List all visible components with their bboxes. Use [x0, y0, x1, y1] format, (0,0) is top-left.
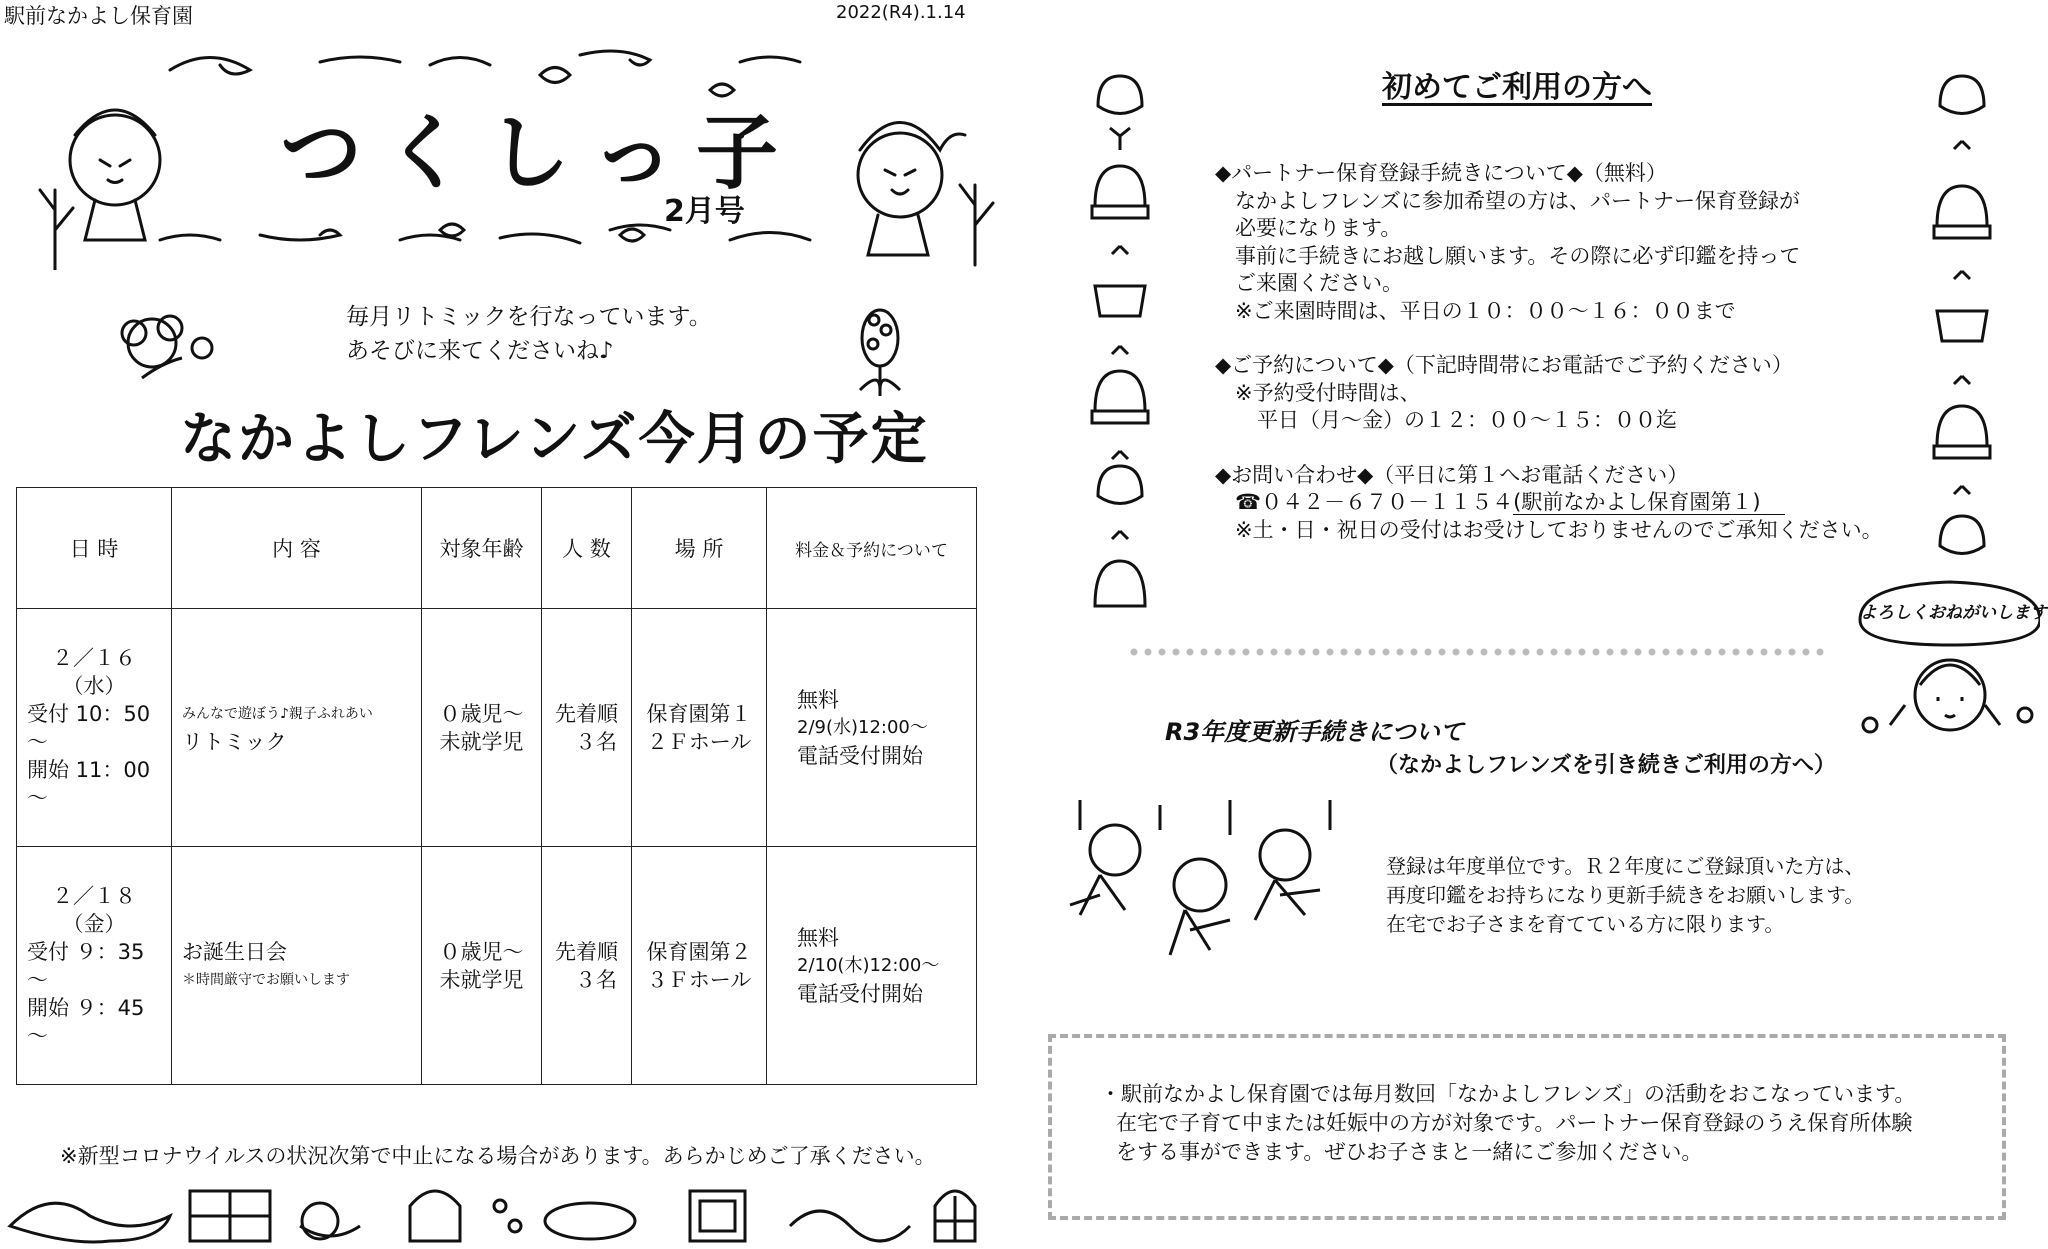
- issue-label: 2月号: [664, 194, 745, 229]
- promo-line-1: 毎月リトミックを行なっています。: [346, 304, 712, 330]
- covid-footnote: ※新型コロナウイルスの状況次第で中止になる場合があります。あらかじめご了承ください。: [60, 1144, 936, 1168]
- cell-age: ０歳児～ 未就学児: [422, 847, 542, 1085]
- header-fee: 料金＆予約について: [767, 488, 977, 609]
- cell-fee: 無料 2/10(木)12:00～ 電話受付開始: [767, 847, 977, 1085]
- header-content: 内 容: [172, 488, 422, 609]
- contact-phone: ☎０４２－６７０－１１５４(駅前なかよし保育園第１): [1215, 489, 1883, 517]
- schedule-title: なかよしフレンズ今月の予定: [180, 407, 929, 472]
- cell-place: 保育園第１ ２Ｆホール: [632, 609, 767, 847]
- cell-count: 先着順 ３名: [542, 609, 632, 847]
- partner-heading: ◆パートナー保育登録手続きについて◆（無料）: [1215, 161, 1667, 185]
- renewal-body: 登録は年度単位です。Ｒ２年度にご登録頂いた方は、 再度印鑑をお持ちになり更新手続きをお願いします。 在宅でお子さまを育てている方に限ります。: [1386, 854, 1865, 936]
- bottom-decoration: [0, 1186, 985, 1246]
- newsletter-title: つくしっ子: [280, 106, 801, 201]
- header-count: 人 数: [542, 488, 632, 609]
- winter-items-border-left: [1080, 66, 1160, 610]
- header-place: 場 所: [632, 488, 767, 609]
- first-time-info: ◆パートナー保育登録手続きについて◆（無料） なかよしフレンズに参加希望の方は、パートナー保育登録が 必要になります。 事前に手続きにお越し願います。その際に必ず印鑑を持って ご来園ください。 ※ご来園時間は、平日の１０：００～１６：００まで ◆ご予約について◆（下記時間帯にお電話でご予約ください） ※予約受付時間は、 平日（月～金）の１２：００～１５：００迄 ◆お問い合わせ◆（平日に第１へお電話ください） ☎０４２－６７０－１１５４(駅前なかよし保育園第１) ※土・日・祝日の受付はお受けしておりませんのでご承知ください。: [1215, 161, 1883, 542]
- cell-content: お誕生日会 ＊時間厳守でお願いします: [172, 847, 422, 1085]
- header-age: 対象年齢: [422, 488, 542, 609]
- hyacinth-flower-icon: [840, 300, 920, 400]
- winter-items-border-right: [1922, 66, 2002, 566]
- dotted-divider: [1130, 648, 1825, 656]
- header-datetime: 日 時: [17, 488, 172, 609]
- rhythmic-promo: [346, 300, 712, 368]
- reservation-heading: ◆ご予約について◆（下記時間帯にお電話でご予約ください）: [1215, 353, 1793, 377]
- promo-line-2: あそびに来てくださいね♪: [346, 338, 614, 364]
- renewal-subtitle: （なかよしフレンズを引き続きご利用の方へ）: [1376, 753, 1836, 778]
- greeting-bubble-text: よろしくおねがいします: [1860, 603, 2047, 623]
- cell-fee: 無料 2/9(水)12:00～ 電話受付開始: [767, 609, 977, 847]
- schedule-table: [16, 487, 977, 1085]
- cell-count: 先着順 ３名: [542, 847, 632, 1085]
- contact-heading: ◆お問い合わせ◆（平日に第１へお電話ください）: [1215, 462, 1689, 487]
- renewal-title: R3年度更新手続きについて: [1165, 718, 1464, 746]
- organization-name: 駅前なかよし保育園: [4, 4, 193, 28]
- table-header-row: [17, 488, 977, 609]
- table-row: [17, 847, 977, 1085]
- notice-text: ・駅前なかよし保育園では毎月数回「なかよしフレンズ」の活動をおこなっています。 在宅で子育て中または妊娠中の方が対象です。パートナー保育登録のうえ保育所体験 をする事ができます。ぜひお子さまと一緒にご参加ください。: [1100, 1082, 1916, 1164]
- table-row: [17, 609, 977, 847]
- cell-datetime: ２／１８（金） 受付 ９：35～ 開始 ９：45～: [17, 847, 172, 1085]
- flower-character-icon: [112, 308, 222, 388]
- cell-content: みんなで遊ぼう♪親子ふれあい リトミック: [172, 609, 422, 847]
- first-time-title: 初めてご利用の方へ: [1382, 70, 1652, 105]
- running-kids-illustration: [1060, 800, 1360, 980]
- cell-datetime: ２／１６（水） 受付 10：50～ 開始 11：00～: [17, 609, 172, 847]
- cell-age: ０歳児～ 未就学児: [422, 609, 542, 847]
- issue-date: 2022(R4).1.14: [836, 2, 966, 23]
- cell-place: 保育園第２ ３Ｆホール: [632, 847, 767, 1085]
